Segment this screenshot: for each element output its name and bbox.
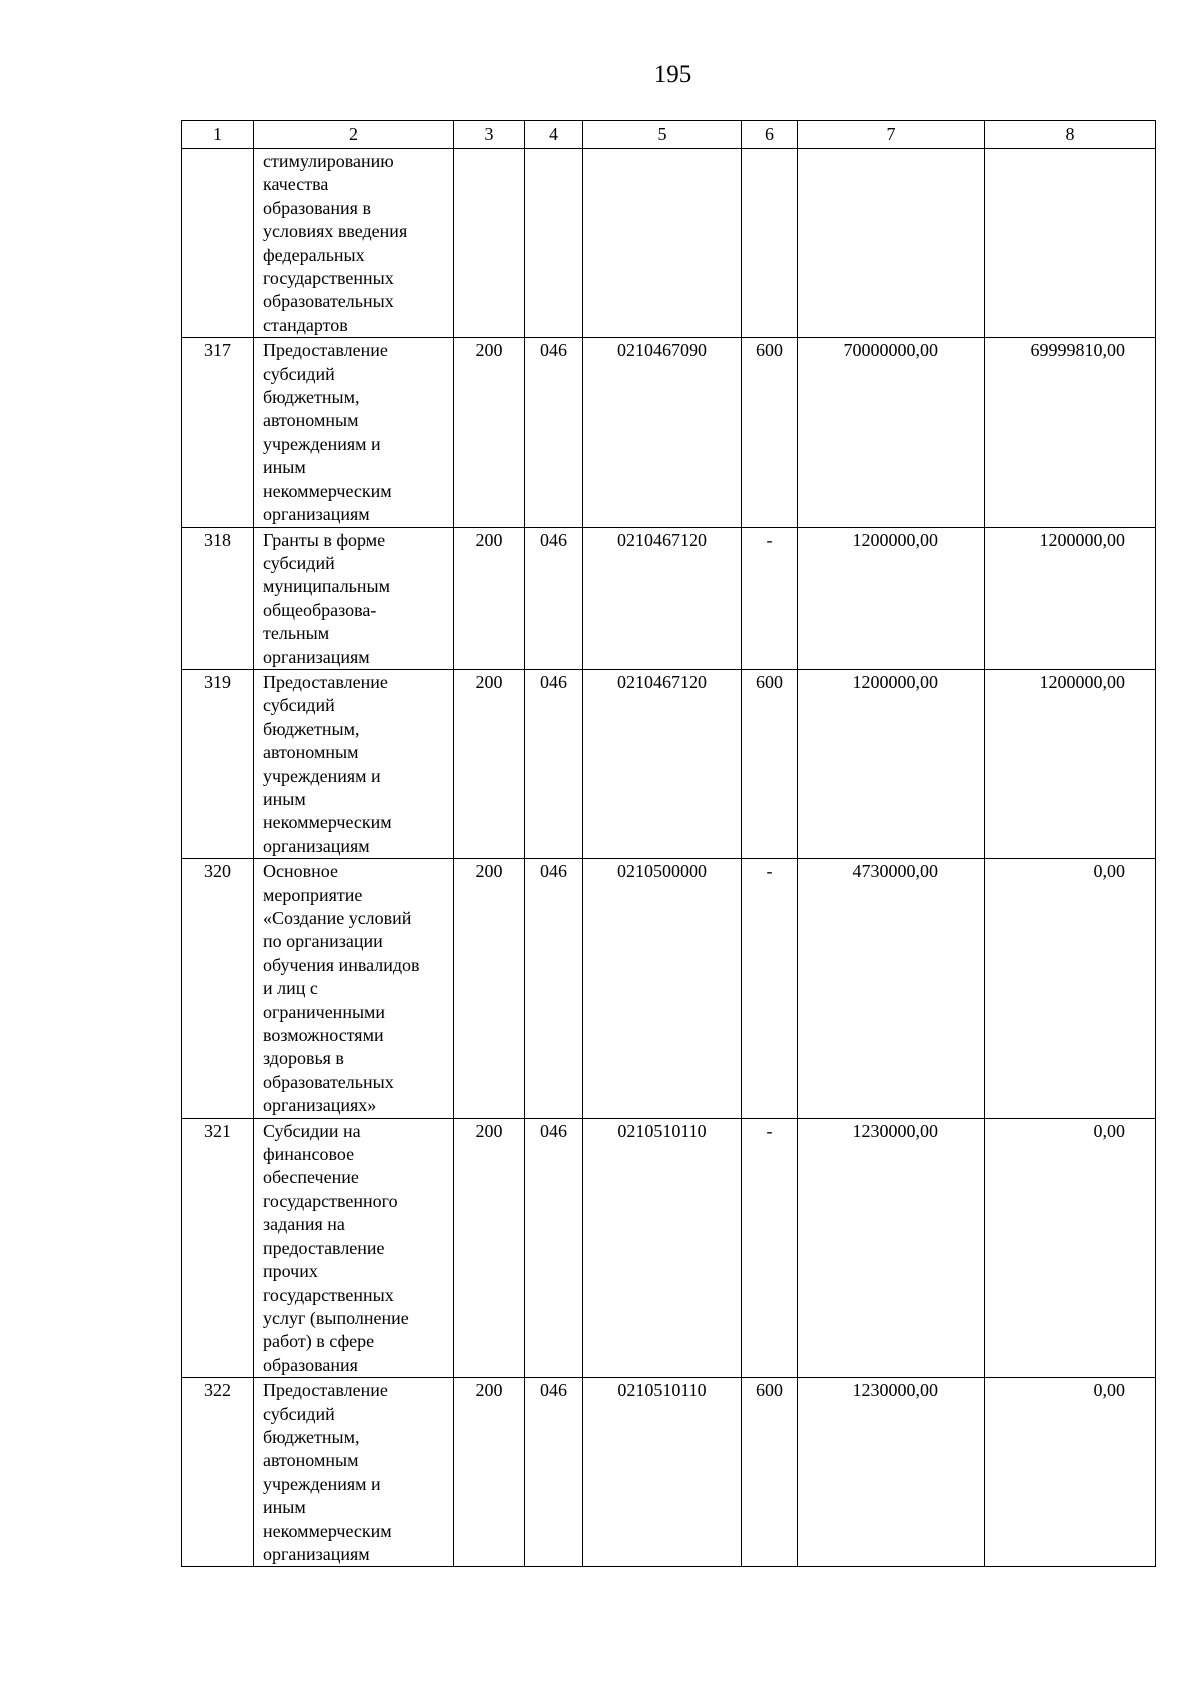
item-name-line: Основное [263, 861, 338, 882]
item-name-line: «Создание условий [263, 908, 412, 928]
column-3-cell: 200 [454, 1118, 525, 1377]
item-name-line: некоммерческим [263, 480, 392, 501]
item-name-line: субсидий [263, 363, 335, 384]
item-name-line: стимулированию [263, 151, 394, 171]
column-header-3: 3 [454, 121, 525, 149]
item-name-cell [254, 859, 454, 1118]
planned-amount-cell: 1230000,00 [798, 1378, 985, 1567]
budget-table [181, 120, 1156, 1567]
column-header-2: 2 [254, 121, 454, 149]
item-name-line: государственных [263, 268, 394, 289]
code-cell: 0210467090 [583, 338, 742, 527]
column-header-6: 6 [742, 121, 798, 149]
code-cell: 0210500000 [583, 859, 742, 1118]
item-name-line: автономным [263, 742, 359, 763]
column-4-cell: 046 [525, 527, 583, 669]
row-number-cell [182, 149, 254, 338]
item-name-line: субсидий [263, 552, 335, 573]
planned-amount-cell: 70000000,00 [798, 338, 985, 527]
actual-amount-cell [985, 149, 1156, 338]
item-name-cell [254, 527, 454, 669]
item-name-cell [254, 1378, 454, 1567]
actual-amount-cell: 0,00 [985, 859, 1156, 1118]
item-name-line: условиях введения [263, 221, 408, 242]
item-name-line: иным [263, 1497, 306, 1518]
row-number-cell: 321 [182, 1118, 254, 1377]
code-cell: 0210467120 [583, 527, 742, 669]
header-row [182, 121, 1156, 149]
table-body [182, 149, 1156, 1567]
item-name-line: возможностями [263, 1025, 384, 1046]
page-number: 195 [653, 61, 692, 88]
row-number-cell: 320 [182, 859, 254, 1118]
code-cell: 0210510110 [583, 1118, 742, 1377]
item-name-line: организациях» [263, 1095, 377, 1116]
column-header-7: 7 [798, 121, 985, 149]
item-name-line: по организации [263, 931, 383, 952]
item-name-line: обучения инвалидов [263, 954, 420, 975]
item-name-line: бюджетным, [263, 387, 360, 408]
item-name-line: задания на [263, 1214, 345, 1235]
item-name-line: прочих [263, 1261, 318, 1282]
column-3-cell: 200 [454, 859, 525, 1118]
column-3-cell: 200 [454, 527, 525, 669]
table-row [182, 149, 1156, 338]
column-6-cell: 600 [742, 669, 798, 858]
row-number-cell: 318 [182, 527, 254, 669]
column-6-cell: - [742, 859, 798, 1118]
item-name-line: учреждениям и [263, 1473, 381, 1494]
row-number-cell: 322 [182, 1378, 254, 1567]
code-cell: 0210467120 [583, 669, 742, 858]
column-3-cell: 200 [454, 338, 525, 527]
column-header-8: 8 [985, 121, 1156, 149]
table-row [182, 859, 1156, 1118]
column-6-cell: - [742, 527, 798, 669]
column-header-5: 5 [583, 121, 742, 149]
actual-amount-cell: 1200000,00 [985, 669, 1156, 858]
item-name-line: качества [263, 174, 329, 195]
column-4-cell: 046 [525, 338, 583, 527]
column-header-4: 4 [525, 121, 583, 149]
actual-amount-cell: 1200000,00 [985, 527, 1156, 669]
column-3-cell: 200 [454, 1378, 525, 1567]
item-name-line: некоммерческим [263, 1520, 392, 1541]
column-3-cell [454, 149, 525, 338]
item-name-line: бюджетным, [263, 1426, 360, 1447]
table-row [182, 1118, 1156, 1377]
column-4-cell: 046 [525, 669, 583, 858]
actual-amount-cell: 0,00 [985, 1378, 1156, 1567]
column-6-cell: - [742, 1118, 798, 1377]
item-name-line: образовательных [263, 1071, 394, 1092]
code-cell [583, 149, 742, 338]
item-name-line: федеральных [263, 244, 365, 265]
item-name-line: образования в [263, 197, 371, 218]
actual-amount-cell: 69999810,00 [985, 338, 1156, 527]
item-name-line: субсидий [263, 1403, 335, 1424]
column-4-cell [525, 149, 583, 338]
item-name-cell [254, 338, 454, 527]
item-name-line: работ) в сфере [263, 1331, 375, 1352]
planned-amount-cell: 1230000,00 [798, 1118, 985, 1377]
item-name-line: государственных [263, 1284, 394, 1305]
item-name-line: Предоставление [263, 671, 388, 692]
item-name-line: некоммерческим [263, 812, 392, 833]
column-4-cell: 046 [525, 1378, 583, 1567]
planned-amount-cell: 1200000,00 [798, 669, 985, 858]
item-name-line: учреждениям и [263, 433, 381, 454]
actual-amount-cell: 0,00 [985, 1118, 1156, 1377]
item-name-line: обеспечение [263, 1167, 359, 1188]
table-row [182, 1378, 1156, 1567]
item-name-line: мероприятие [263, 884, 363, 905]
planned-amount-cell [798, 149, 985, 338]
item-name-cell [254, 149, 454, 338]
item-name-line: ограниченными [263, 1001, 386, 1022]
item-name-line: Субсидии на [263, 1120, 361, 1141]
item-name-line: образовательных [263, 291, 394, 312]
item-name-cell [254, 1118, 454, 1377]
item-name-line: тельным [263, 623, 330, 644]
item-name-line: иным [263, 788, 306, 809]
planned-amount-cell: 4730000,00 [798, 859, 985, 1118]
item-name-line: образования [263, 1354, 358, 1375]
item-name-line: учреждениям и [263, 765, 381, 786]
item-name-line: финансовое [263, 1144, 355, 1165]
item-name-line: Предоставление [263, 340, 388, 361]
item-name-line: стандартов [263, 314, 348, 335]
column-4-cell: 046 [525, 859, 583, 1118]
item-name-line: Предоставление [263, 1380, 388, 1401]
table-row [182, 338, 1156, 527]
item-name-line: организациям [263, 504, 370, 525]
row-number-cell: 317 [182, 338, 254, 527]
item-name-line: иным [263, 457, 306, 478]
row-number-cell: 319 [182, 669, 254, 858]
item-name-line: муниципальным [263, 576, 391, 597]
column-header-1: 1 [182, 121, 254, 149]
item-name-line: и лиц с [263, 978, 318, 999]
item-name-line: автономным [263, 410, 359, 431]
item-name-line: бюджетным, [263, 718, 360, 739]
table-row [182, 527, 1156, 669]
item-name-line: организациям [263, 1543, 370, 1564]
item-name-line: автономным [263, 1450, 359, 1471]
item-name-line: здоровья в [263, 1048, 344, 1069]
item-name-line: государственного [263, 1190, 398, 1211]
column-4-cell: 046 [525, 1118, 583, 1377]
item-name-line: организациям [263, 646, 370, 667]
planned-amount-cell: 1200000,00 [798, 527, 985, 669]
item-name-line: Гранты в форме [263, 529, 386, 550]
item-name-line: организациям [263, 835, 370, 856]
item-name-line: субсидий [263, 695, 335, 716]
item-name-line: услуг (выполнение [263, 1307, 409, 1328]
column-3-cell: 200 [454, 669, 525, 858]
code-cell: 0210510110 [583, 1378, 742, 1567]
column-6-cell: 600 [742, 1378, 798, 1567]
item-name-line: общеобразова- [263, 599, 377, 620]
item-name-cell [254, 669, 454, 858]
column-6-cell [742, 149, 798, 338]
item-name-line: предоставление [263, 1237, 385, 1258]
table-row [182, 669, 1156, 858]
column-6-cell: 600 [742, 338, 798, 527]
